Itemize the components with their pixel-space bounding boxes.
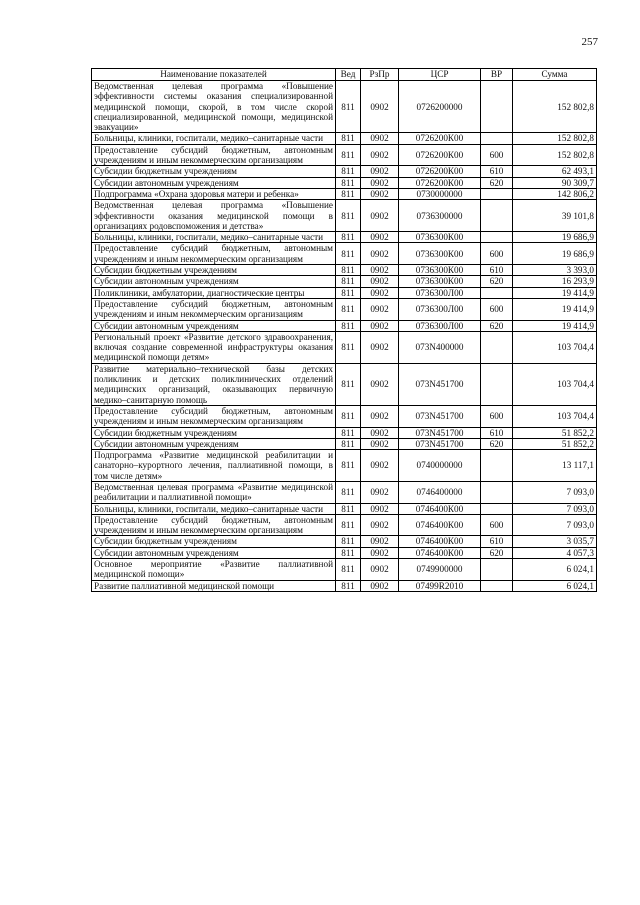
row-name-cell: Региональный проект «Развитие детского здравоохранения, включая создание современной инфраструктуры оказания медицинской помощи детям» [92, 331, 336, 363]
row-rzpr-cell: 0902 [361, 177, 399, 188]
row-name-cell: Субсидии бюджетным учреждениям [92, 536, 336, 547]
row-ved-cell: 811 [336, 427, 361, 438]
row-csr-cell: 0746400000 [399, 481, 481, 503]
row-vr-cell: 620 [481, 438, 513, 449]
row-vr-cell [481, 363, 513, 405]
row-rzpr-cell: 0902 [361, 298, 399, 320]
row-name-cell: Предоставление субсидий бюджетным, автономным учреждениям и иным некоммерческим организациям [92, 405, 336, 427]
row-csr-cell: 0736300000 [399, 200, 481, 232]
row-name-cell: Субсидии автономным учреждениям [92, 547, 336, 558]
row-ved-cell: 811 [336, 133, 361, 144]
row-name-cell: Предоставление субсидий бюджетным, автономным учреждениям и иным некоммерческим организациям [92, 144, 336, 166]
table-row [92, 438, 597, 449]
row-ved-cell: 811 [336, 200, 361, 232]
row-ved-cell: 811 [336, 481, 361, 503]
row-rzpr-cell: 0902 [361, 536, 399, 547]
row-vr-cell [481, 559, 513, 581]
row-rzpr-cell: 0902 [361, 405, 399, 427]
row-name-cell: Субсидии автономным учреждениям [92, 177, 336, 188]
row-rzpr-cell: 0902 [361, 188, 399, 199]
row-sum-cell: 7 093,0 [513, 514, 597, 536]
row-rzpr-cell: 0902 [361, 81, 399, 133]
row-vr-cell [481, 481, 513, 503]
row-csr-cell: 0740000000 [399, 450, 481, 482]
row-sum-cell: 7 093,0 [513, 481, 597, 503]
table-row [92, 144, 597, 166]
row-vr-cell: 600 [481, 298, 513, 320]
row-csr-cell: 0736300К00 [399, 232, 481, 243]
row-ved-cell: 811 [336, 503, 361, 514]
row-name-cell: Поликлиники, амбулатории, диагностические центры [92, 287, 336, 298]
row-csr-cell: 0726200К00 [399, 166, 481, 177]
table-row [92, 298, 597, 320]
row-name-cell: Подпрограмма «Охрана здоровья матери и ребенка» [92, 188, 336, 199]
row-rzpr-cell: 0902 [361, 331, 399, 363]
page-number: 257 [581, 36, 598, 48]
table-row [92, 363, 597, 405]
table-row [92, 81, 597, 133]
row-csr-cell: 0736300К00 [399, 265, 481, 276]
row-sum-cell: 6 024,1 [513, 580, 597, 591]
row-sum-cell: 51 852,2 [513, 427, 597, 438]
row-csr-cell: 073N451700 [399, 405, 481, 427]
row-name-cell: Развитие паллиативной медицинской помощи [92, 580, 336, 591]
row-rzpr-cell: 0902 [361, 438, 399, 449]
row-vr-cell: 600 [481, 514, 513, 536]
row-rzpr-cell: 0902 [361, 166, 399, 177]
row-sum-cell: 103 704,4 [513, 363, 597, 405]
row-sum-cell: 19 686,9 [513, 243, 597, 265]
row-name-cell: Больницы, клиники, госпитали, медико–санитарные части [92, 232, 336, 243]
row-csr-cell: 0730000000 [399, 188, 481, 199]
table-row [92, 265, 597, 276]
row-vr-cell [481, 232, 513, 243]
table-row [92, 580, 597, 591]
row-sum-cell: 90 309,7 [513, 177, 597, 188]
row-sum-cell: 152 802,8 [513, 144, 597, 166]
row-sum-cell: 4 057,3 [513, 547, 597, 558]
row-sum-cell: 103 704,4 [513, 331, 597, 363]
table-row [92, 481, 597, 503]
row-rzpr-cell: 0902 [361, 320, 399, 331]
row-csr-cell: 0726200К00 [399, 144, 481, 166]
row-ved-cell: 811 [336, 580, 361, 591]
table-row [92, 200, 597, 232]
row-csr-cell: 073N451700 [399, 438, 481, 449]
row-csr-cell: 0726200К00 [399, 177, 481, 188]
row-vr-cell: 610 [481, 536, 513, 547]
row-sum-cell: 3 393,0 [513, 265, 597, 276]
row-vr-cell [481, 133, 513, 144]
row-sum-cell: 142 806,2 [513, 188, 597, 199]
row-vr-cell [481, 580, 513, 591]
row-vr-cell [481, 450, 513, 482]
row-vr-cell: 620 [481, 276, 513, 287]
row-rzpr-cell: 0902 [361, 243, 399, 265]
table-row [92, 276, 597, 287]
row-csr-cell: 0736300Л00 [399, 320, 481, 331]
budget-table [91, 68, 597, 592]
row-name-cell: Подпрограмма «Развитие медицинской реабилитации и санаторно–курортного лечения, паллиативной помощи, в том числе детям» [92, 450, 336, 482]
row-sum-cell: 7 093,0 [513, 503, 597, 514]
table-row [92, 559, 597, 581]
row-ved-cell: 811 [336, 232, 361, 243]
row-sum-cell: 6 024,1 [513, 559, 597, 581]
table-row [92, 232, 597, 243]
row-name-cell: Предоставление субсидий бюджетным, автономным учреждениям и иным некоммерческим организациям [92, 298, 336, 320]
row-csr-cell: 07499R2010 [399, 580, 481, 591]
table-row [92, 133, 597, 144]
row-rzpr-cell: 0902 [361, 133, 399, 144]
row-csr-cell: 0746400К00 [399, 514, 481, 536]
row-vr-cell: 620 [481, 320, 513, 331]
row-name-cell: Субсидии автономным учреждениям [92, 276, 336, 287]
row-csr-cell: 0736300К00 [399, 276, 481, 287]
row-sum-cell: 152 802,8 [513, 133, 597, 144]
row-rzpr-cell: 0902 [361, 559, 399, 581]
row-vr-cell [481, 287, 513, 298]
row-ved-cell: 811 [336, 166, 361, 177]
row-rzpr-cell: 0902 [361, 144, 399, 166]
table-row [92, 536, 597, 547]
row-csr-cell: 0736300К00 [399, 243, 481, 265]
row-sum-cell: 51 852,2 [513, 438, 597, 449]
row-sum-cell: 3 035,7 [513, 536, 597, 547]
row-ved-cell: 811 [336, 81, 361, 133]
row-vr-cell: 610 [481, 427, 513, 438]
table-row [92, 514, 597, 536]
row-csr-cell: 073N451700 [399, 363, 481, 405]
row-rzpr-cell: 0902 [361, 287, 399, 298]
table-row [92, 287, 597, 298]
table-row [92, 427, 597, 438]
row-vr-cell: 600 [481, 405, 513, 427]
row-name-cell: Субсидии бюджетным учреждениям [92, 265, 336, 276]
row-name-cell: Ведомственная целевая программа «Развитие медицинской реабилитации и паллиативной помощи» [92, 481, 336, 503]
row-rzpr-cell: 0902 [361, 580, 399, 591]
row-rzpr-cell: 0902 [361, 232, 399, 243]
row-ved-cell: 811 [336, 243, 361, 265]
row-name-cell: Предоставление субсидий бюджетным, автономным учреждениям и иным некоммерческим организациям [92, 243, 336, 265]
row-sum-cell: 152 802,8 [513, 81, 597, 133]
row-ved-cell: 811 [336, 265, 361, 276]
row-vr-cell: 610 [481, 265, 513, 276]
header-csr: ЦСР [399, 69, 481, 81]
row-ved-cell: 811 [336, 177, 361, 188]
row-csr-cell: 073N451700 [399, 427, 481, 438]
row-ved-cell: 811 [336, 298, 361, 320]
header-rzpr: РзПр [361, 69, 399, 81]
row-vr-cell [481, 331, 513, 363]
table-row [92, 243, 597, 265]
row-csr-cell: 0726200000 [399, 81, 481, 133]
table-row [92, 503, 597, 514]
row-name-cell: Ведомственная целевая программа «Повышение эффективности системы оказания специализированной медицинской помощи, скорой, в том числе скорой специализированной, медицинской помощи, медицинской эвакуации» [92, 81, 336, 133]
row-csr-cell: 0746400К00 [399, 547, 481, 558]
table-row [92, 405, 597, 427]
row-name-cell: Субсидии автономным учреждениям [92, 320, 336, 331]
row-sum-cell: 39 101,8 [513, 200, 597, 232]
row-vr-cell: 600 [481, 144, 513, 166]
row-ved-cell: 811 [336, 514, 361, 536]
row-rzpr-cell: 0902 [361, 200, 399, 232]
row-ved-cell: 811 [336, 405, 361, 427]
row-csr-cell: 0736300Л00 [399, 298, 481, 320]
row-vr-cell [481, 200, 513, 232]
row-name-cell: Больницы, клиники, госпитали, медико–санитарные части [92, 133, 336, 144]
row-name-cell: Больницы, клиники, госпитали, медико–санитарные части [92, 503, 336, 514]
row-csr-cell: 0736300Л00 [399, 287, 481, 298]
row-vr-cell [481, 503, 513, 514]
row-sum-cell: 13 117,1 [513, 450, 597, 482]
header-name: Наименование показателей [92, 69, 336, 81]
row-name-cell: Субсидии бюджетным учреждениям [92, 166, 336, 177]
row-csr-cell: 0746400К00 [399, 536, 481, 547]
row-name-cell: Основное мероприятие «Развитие паллиативной медицинской помощи» [92, 559, 336, 581]
row-vr-cell: 610 [481, 166, 513, 177]
row-rzpr-cell: 0902 [361, 450, 399, 482]
row-ved-cell: 811 [336, 547, 361, 558]
row-ved-cell: 811 [336, 188, 361, 199]
table-row [92, 166, 597, 177]
row-ved-cell: 811 [336, 536, 361, 547]
table-row [92, 320, 597, 331]
row-vr-cell: 620 [481, 547, 513, 558]
row-csr-cell: 073N400000 [399, 331, 481, 363]
table-row [92, 450, 597, 482]
row-rzpr-cell: 0902 [361, 265, 399, 276]
table-row [92, 547, 597, 558]
row-rzpr-cell: 0902 [361, 276, 399, 287]
row-name-cell: Субсидии бюджетным учреждениям [92, 427, 336, 438]
row-ved-cell: 811 [336, 287, 361, 298]
row-sum-cell: 16 293,9 [513, 276, 597, 287]
row-vr-cell: 620 [481, 177, 513, 188]
row-ved-cell: 811 [336, 331, 361, 363]
row-rzpr-cell: 0902 [361, 363, 399, 405]
row-sum-cell: 19 414,9 [513, 287, 597, 298]
header-ved: Вед [336, 69, 361, 81]
row-rzpr-cell: 0902 [361, 547, 399, 558]
row-vr-cell: 600 [481, 243, 513, 265]
row-ved-cell: 811 [336, 144, 361, 166]
row-ved-cell: 811 [336, 450, 361, 482]
row-rzpr-cell: 0902 [361, 503, 399, 514]
header-vr: ВР [481, 69, 513, 81]
row-ved-cell: 811 [336, 559, 361, 581]
row-sum-cell: 103 704,4 [513, 405, 597, 427]
row-ved-cell: 811 [336, 276, 361, 287]
table-row [92, 177, 597, 188]
row-rzpr-cell: 0902 [361, 514, 399, 536]
row-name-cell: Ведомственная целевая программа «Повышение эффективности оказания медицинской помощи в организациях родовспоможения и детства» [92, 200, 336, 232]
row-ved-cell: 811 [336, 320, 361, 331]
row-sum-cell: 62 493,1 [513, 166, 597, 177]
table-header-row [92, 69, 597, 81]
row-ved-cell: 811 [336, 363, 361, 405]
row-name-cell: Развитие материально–технической базы детских поликлиник и детских поликлинических отделений медицинских организаций, оказывающих первичную медико–санитарную помощь [92, 363, 336, 405]
row-csr-cell: 0749900000 [399, 559, 481, 581]
row-name-cell: Субсидии автономным учреждениям [92, 438, 336, 449]
header-sum: Сумма [513, 69, 597, 81]
row-sum-cell: 19 686,9 [513, 232, 597, 243]
table-row [92, 331, 597, 363]
row-sum-cell: 19 414,9 [513, 298, 597, 320]
row-ved-cell: 811 [336, 438, 361, 449]
row-vr-cell [481, 81, 513, 133]
row-csr-cell: 0746400К00 [399, 503, 481, 514]
row-sum-cell: 19 414,9 [513, 320, 597, 331]
row-name-cell: Предоставление субсидий бюджетным, автономным учреждениям и иным некоммерческим организациям [92, 514, 336, 536]
table-row [92, 188, 597, 199]
row-csr-cell: 0726200К00 [399, 133, 481, 144]
row-rzpr-cell: 0902 [361, 481, 399, 503]
row-vr-cell [481, 188, 513, 199]
row-rzpr-cell: 0902 [361, 427, 399, 438]
